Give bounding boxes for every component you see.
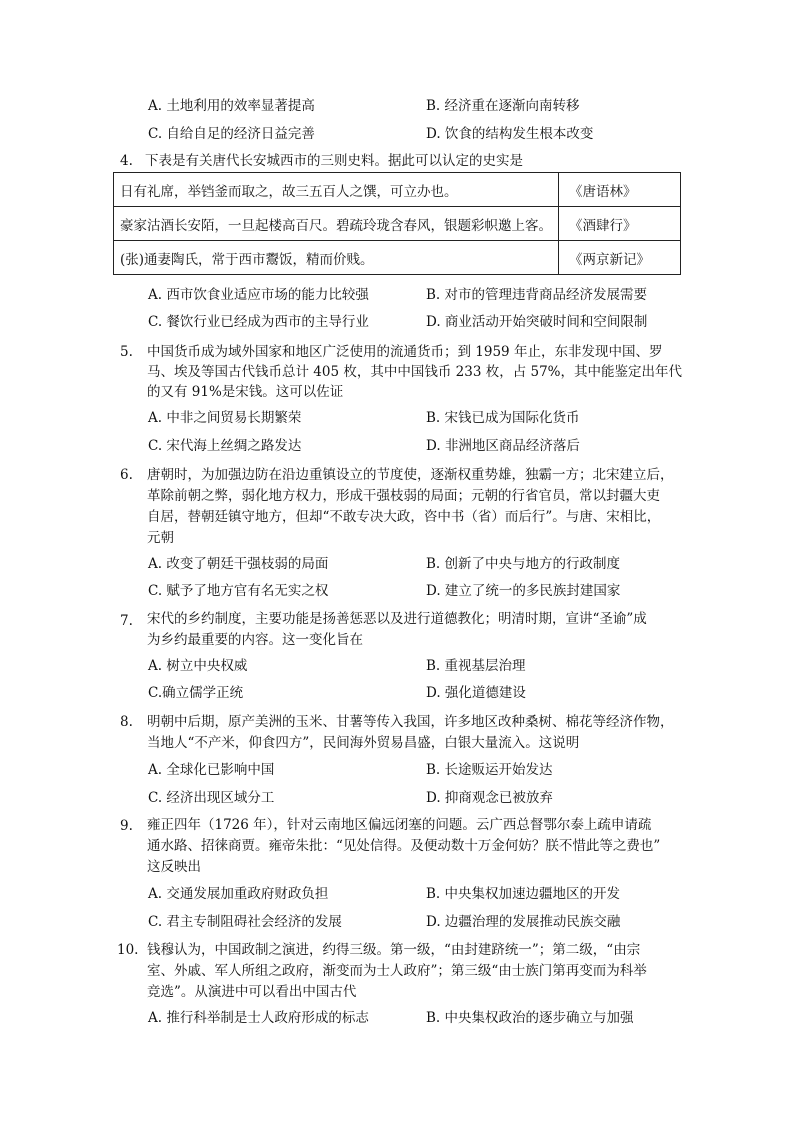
q8-stem-line: 当地人“不产米，仰食四方”，民间海外贸易昌盛，白银大量流入。这说明 — [147, 735, 580, 751]
q4-stem: 下表是有关唐代长安城西市的三则史料。据此可以认定的史实是 — [145, 153, 523, 169]
q8-number: 8. — [120, 714, 133, 730]
q3-option-a: A. 土地利用的效率显著提高 — [148, 98, 315, 114]
q6-option-d: D. 建立了统一的多民族封建国家 — [426, 583, 621, 599]
q4-source-table — [113, 172, 681, 275]
q6-stem-line: 唐朝时，为加强边防在沿边重镇设立的节度使，逐渐权重势雄，独霸一方；北宋建立后， — [147, 467, 674, 483]
q6-number: 6. — [120, 467, 133, 483]
q10-option-a: A. 推行科举制是士人政府形成的标志 — [148, 1010, 369, 1026]
q4-number: 4. — [120, 153, 133, 169]
q5-stem-line: 的又有 91%是宋钱。这可以佐证 — [147, 384, 344, 400]
q5-stem-line: 中国货币成为域外国家和地区广泛使用的流通货币；到 1959 年止，东非发现中国、罗 — [147, 344, 663, 360]
q8-option-c: C. 经济出现区域分工 — [148, 790, 275, 806]
q9-option-d: D. 边疆治理的发展推动民族交融 — [426, 914, 621, 930]
q10-stem-line: 竞选”。从演进中可以看出中国古代 — [147, 984, 357, 1000]
q4-option-d: D. 商业活动开始突破时间和空间限制 — [426, 314, 648, 330]
q9-stem-line: 通水路、招徕商贾。雍帝朱批：“见处信得。及便动数十万金何妨？朕不惜此等之费也” — [147, 838, 661, 854]
source-text: 日有礼席，举铛釜而取之，故三五百人之馔，可立办也。 — [114, 173, 559, 207]
q7-option-d: D. 强化道德建设 — [426, 685, 526, 701]
q3-option-d: D. 饮食的结构发生根本改变 — [426, 126, 594, 142]
q6-stem-line: 元朝 — [147, 530, 174, 546]
q8-option-b: B. 长途贩运开始发达 — [426, 762, 553, 778]
q9-option-a: A. 交通发展加重政府财政负担 — [148, 886, 329, 902]
source-title: 《两京新记》 — [559, 241, 681, 275]
q9-stem-line: 这反映出 — [147, 859, 201, 875]
q5-option-b: B. 宋钱已成为国际化货币 — [426, 410, 580, 426]
q7-stem-line: 宋代的乡约制度，主要功能是扬善惩恶以及进行道德教化；明清时期，宣讲“圣谕”成 — [147, 611, 647, 627]
q10-option-b: B. 中央集权政治的逐步确立与加强 — [426, 1010, 634, 1026]
q9-option-c: C. 君主专制阻碍社会经济的发展 — [148, 914, 342, 930]
q9-number: 9. — [120, 818, 133, 834]
q10-stem-line: 室、外戚、军人所组之政府，渐变而为士人政府”；第三级“由士族门第再变而为科举 — [147, 963, 647, 979]
table-row — [114, 173, 681, 207]
q6-stem-line: 革除前朝之弊，弱化地方权力，形成干强枝弱的局面；元朝的行省官员，常以封疆大吏 — [147, 488, 660, 504]
q7-number: 7. — [120, 613, 133, 629]
q6-option-a: A. 改变了朝廷干强枝弱的局面 — [148, 556, 329, 572]
q6-option-c: C. 赋予了地方官有名无实之权 — [148, 583, 329, 599]
q5-number: 5. — [120, 344, 133, 360]
q5-option-d: D. 非洲地区商品经济落后 — [426, 438, 580, 454]
q5-stem-line: 马、埃及等国古代钱币总计 405 枚，其中中国钱币 233 枚，占 57%，其中能鉴定出年代 — [147, 364, 682, 380]
q5-option-c: C. 宋代海上丝绸之路发达 — [148, 438, 302, 454]
q4-option-a: A. 西市饮食业适应市场的能力比较强 — [148, 287, 369, 303]
source-title: 《酒肆行》 — [559, 207, 681, 241]
q8-stem-line: 明朝中后期，原产美洲的玉米、甘薯等传入我国，许多地区改种桑树、棉花等经济作物， — [147, 714, 674, 730]
q6-stem-line: 自居，替朝廷镇守地方，但却“不敢专决大政，咨中书（省）而后行”。与唐、宋相比， — [147, 509, 661, 525]
q3-option-b: B. 经济重在逐渐向南转移 — [426, 98, 580, 114]
q4-option-c: C. 餐饮行业已经成为西市的主导行业 — [148, 314, 369, 330]
q7-stem-line: 为乡约最重要的内容。这一变化旨在 — [147, 632, 363, 648]
q10-number: 10. — [117, 942, 139, 958]
q4-option-b: B. 对市的管理违背商品经济发展需要 — [426, 287, 648, 303]
q3-option-c: C. 自给自足的经济日益完善 — [148, 126, 315, 142]
q8-option-a: A. 全球化已影响中国 — [148, 762, 275, 778]
q7-option-a: A. 树立中央权威 — [148, 658, 248, 674]
q7-option-b: B. 重视基层治理 — [426, 658, 526, 674]
q6-option-b: B. 创新了中央与地方的行政制度 — [426, 556, 621, 572]
q5-option-a: A. 中非之间贸易长期繁荣 — [148, 410, 302, 426]
source-text: (张)通妻陶氏，常于西市鬻饭，精而价贱。 — [114, 241, 559, 275]
source-title: 《唐语林》 — [559, 173, 681, 207]
q9-stem-line: 雍正四年（1726 年），针对云南地区偏远闭塞的问题。云广西总督鄂尔泰上疏申请疏 — [147, 817, 652, 833]
source-text: 豪家沽酒长安陌，一旦起楼高百尺。碧疏玲珑含春风，银题彩帜邀上客。 — [114, 207, 559, 241]
q9-option-b: B. 中央集权加速边疆地区的开发 — [426, 886, 621, 902]
q10-stem-line: 钱穆认为，中国政制之演进，约得三级。第一级，“由封建跻统一”；第二级，“由宗 — [147, 942, 641, 958]
q7-option-c: C.确立儒学正统 — [148, 685, 244, 701]
table-row — [114, 207, 681, 241]
table-row — [114, 241, 681, 275]
q8-option-d: D. 抑商观念已被放弃 — [426, 790, 553, 806]
